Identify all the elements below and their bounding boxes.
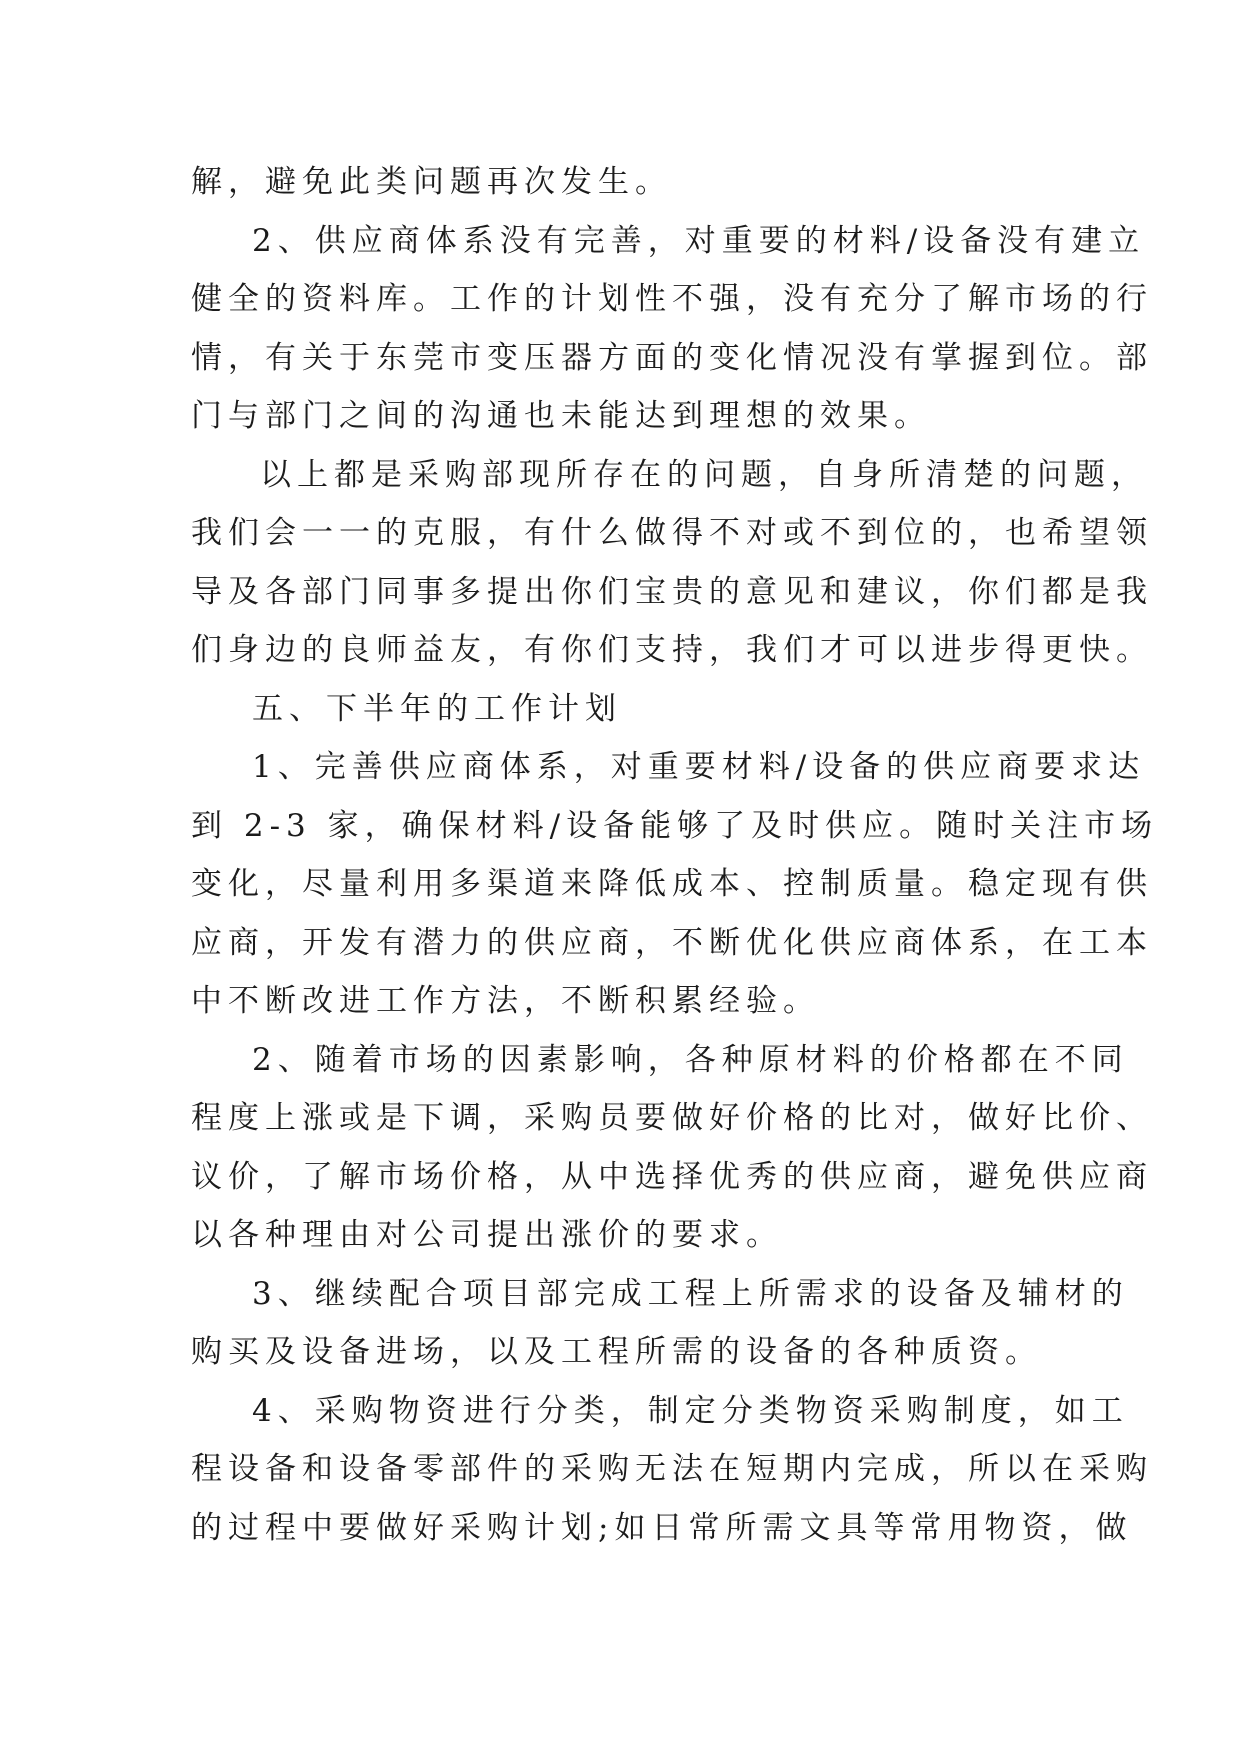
text-line: 以各种理由对公司提出涨价的要求。 (191, 1217, 783, 1253)
text-line: 1、完善供应商体系，对重要材料/设备的供应商要求达 (252, 749, 1146, 785)
text-line: 购买及设备进场，以及工程所需的设备的各种质资。 (191, 1334, 1042, 1370)
text-line: 程度上涨或是下调，采购员要做好价格的比对，做好比价、 (191, 1100, 1153, 1136)
text-line: 我们会一一的克服，有什么做得不对或不到位的，也希望领 (191, 515, 1153, 551)
document-body (191, 153, 1159, 1557)
text-line: 2、随着市场的因素影响，各种原材料的价格都在不同 (252, 1041, 1129, 1078)
text-line: 健全的资料库。工作的计划性不强，没有充分了解市场的行 (191, 281, 1153, 317)
text-line: 4、采购物资进行分类，制定分类物资采购制度，如工 (252, 1392, 1129, 1429)
text-line: 程设备和设备零部件的采购无法在短期内完成，所以在采购 (191, 1451, 1153, 1487)
text-line: 2、供应商体系没有完善，对重要的材料/设备没有建立 (252, 222, 1146, 259)
text-line: 3、继续配合项目部完成工程上所需求的设备及辅材的 (252, 1275, 1129, 1312)
text-line: 应商，开发有潜力的供应商，不断优化供应商体系，在工本 (191, 924, 1153, 961)
text-line: 门与部门之间的沟通也未能达到理想的效果。 (191, 398, 931, 434)
text-line: 导及各部门同事多提出你们宝贵的意见和建议，你们都是我 (191, 573, 1153, 610)
text-line: 们身边的良师益友，有你们支持，我们才可以进步得更快。 (191, 632, 1153, 668)
text-line: 中不断改进工作方法，不断积累经验。 (191, 983, 820, 1019)
text-line: 解，避免此类问题再次发生。 (191, 164, 672, 200)
text-line: 以上都是采购部现所存在的问题，自身所清楚的问题， (260, 456, 1148, 493)
text-line: 到 2-3 家，确保材料/设备能够了及时供应。随时关注市场 (191, 807, 1159, 844)
text-line: 变化，尽量利用多渠道来降低成本、控制质量。稳定现有供 (191, 866, 1153, 902)
text-line: 的过程中要做好采购计划;如日常所需文具等常用物资，做 (191, 1509, 1133, 1546)
text-line: 议价，了解市场价格，从中选择优秀的供应商，避免供应商 (191, 1158, 1153, 1195)
section-heading: 五、下半年的工作计划 (252, 690, 622, 727)
text-line: 情，有关于东莞市变压器方面的变化情况没有掌握到位。部 (191, 339, 1153, 376)
